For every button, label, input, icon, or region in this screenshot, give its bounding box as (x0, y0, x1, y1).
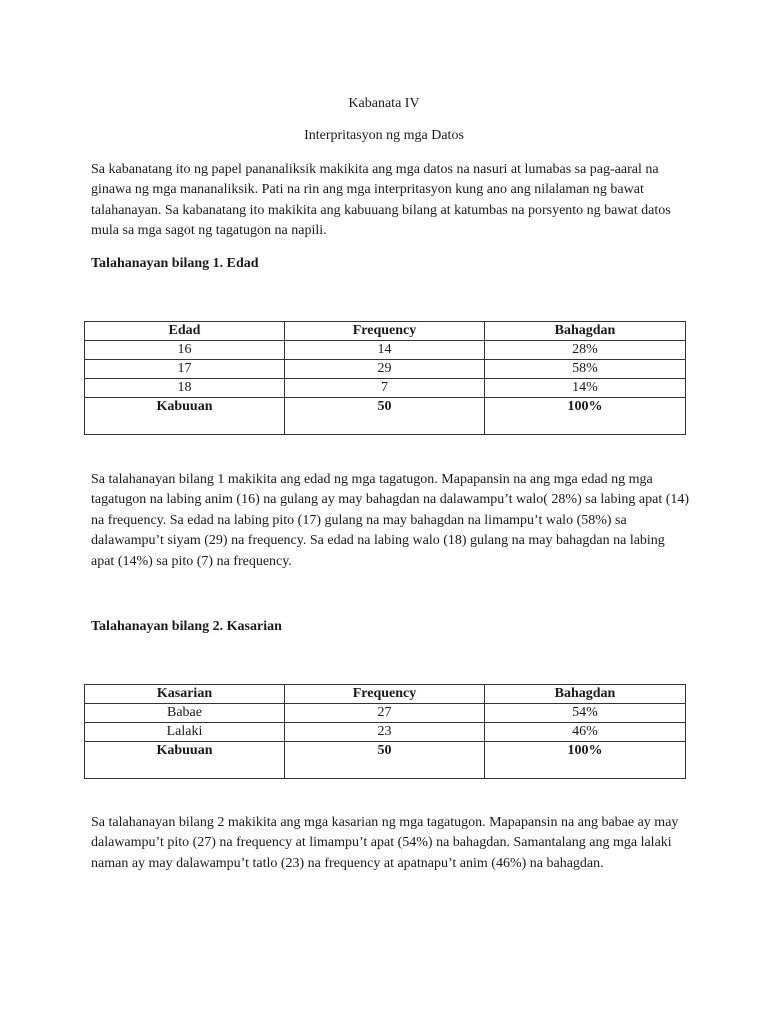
table2-interpretation: Sa talahanayan bilang 2 makikita ang mga kasarian ng mga tagatugon. Mapapansin na ang babae ay may dalawampu’t pito (27) na frequency at limampu’t apat (54%) na bahagdan. Samantalang ang mga lalaki naman ay may dalawampu’t tatlo (23) na frequency at apatnapu’t anim (46%) na bahagdan. (91, 815, 679, 871)
header-bahagdan: Bahagdan (485, 685, 686, 704)
table-cell: 29 (285, 360, 485, 379)
table-cell: 14% (485, 379, 686, 398)
intro-paragraph: Sa kabanatang ito ng papel pananaliksik makikita ang mga datos na nasuri at lumabas sa pag-aaral na ginawa ng mga mananaliksik. Pati na rin ang mga interpritasyon kung ano ang nilalaman ng bawat talahanayan. Sa kabanatang ito makikita ang kabuuang bilang at katumbas na porsyento ng bawat datos mula sa mga sagot ng tagatugon na napili. (91, 162, 671, 239)
table-cell: 23 (285, 723, 485, 742)
table-cell: 28% (485, 341, 686, 360)
chapter-title: Interpritasyon ng mga Datos (304, 128, 464, 143)
header-kasarian: Kasarian (85, 685, 285, 704)
table-cell: 54% (485, 704, 686, 723)
header-frequency: Frequency (285, 322, 485, 341)
table-row (85, 704, 686, 723)
age-table (84, 321, 686, 435)
table-cell: 16 (85, 341, 285, 360)
chapter-number: Kabanata IV (348, 96, 420, 111)
header-frequency: Frequency (285, 685, 485, 704)
table-cell: 17 (85, 360, 285, 379)
table-cell: 46% (485, 723, 686, 742)
total-frequency: 50 (285, 742, 485, 779)
header-bahagdan: Bahagdan (485, 322, 686, 341)
table-cell: 14 (285, 341, 485, 360)
header-edad: Edad (85, 322, 285, 341)
total-label: Kabuuan (85, 398, 285, 435)
table-cell: Babae (85, 704, 285, 723)
table-header-row (85, 685, 686, 704)
table-row (85, 379, 686, 398)
table-total-row (85, 742, 686, 779)
sex-table (84, 684, 686, 779)
table-header-row (85, 322, 686, 341)
table-row (85, 723, 686, 742)
table1-interpretation: Sa talahanayan bilang 1 makikita ang edad ng mga tagatugon. Mapapansin na ang mga edad ng mga tagatugon na labing anim (16) na gulang ay may bahagdan na dalawampu’t walo( 28%) sa labing apat (14) na frequency. Sa edad na labing pito (17) gulang na may bahagdan na limampu’t walo (58%) sa dalawampu’t siyam (29) na frequency. Sa edad na labing walo (18) gulang na may bahagdan na labing apat (14%) sa pito (7) na frequency. (91, 472, 690, 569)
total-label: Kabuuan (85, 742, 285, 779)
table-cell: 18 (85, 379, 285, 398)
table-row (85, 341, 686, 360)
table-cell: 27 (285, 704, 485, 723)
table-cell: Lalaki (85, 723, 285, 742)
total-frequency: 50 (285, 398, 485, 435)
table-cell: 58% (485, 360, 686, 379)
table-total-row (85, 398, 686, 435)
total-percent: 100% (485, 398, 686, 435)
table2-heading: Talahanayan bilang 2. Kasarian (91, 619, 282, 634)
table1-heading: Talahanayan bilang 1. Edad (91, 256, 259, 271)
table-cell: 7 (285, 379, 485, 398)
table-row (85, 360, 686, 379)
total-percent: 100% (485, 742, 686, 779)
